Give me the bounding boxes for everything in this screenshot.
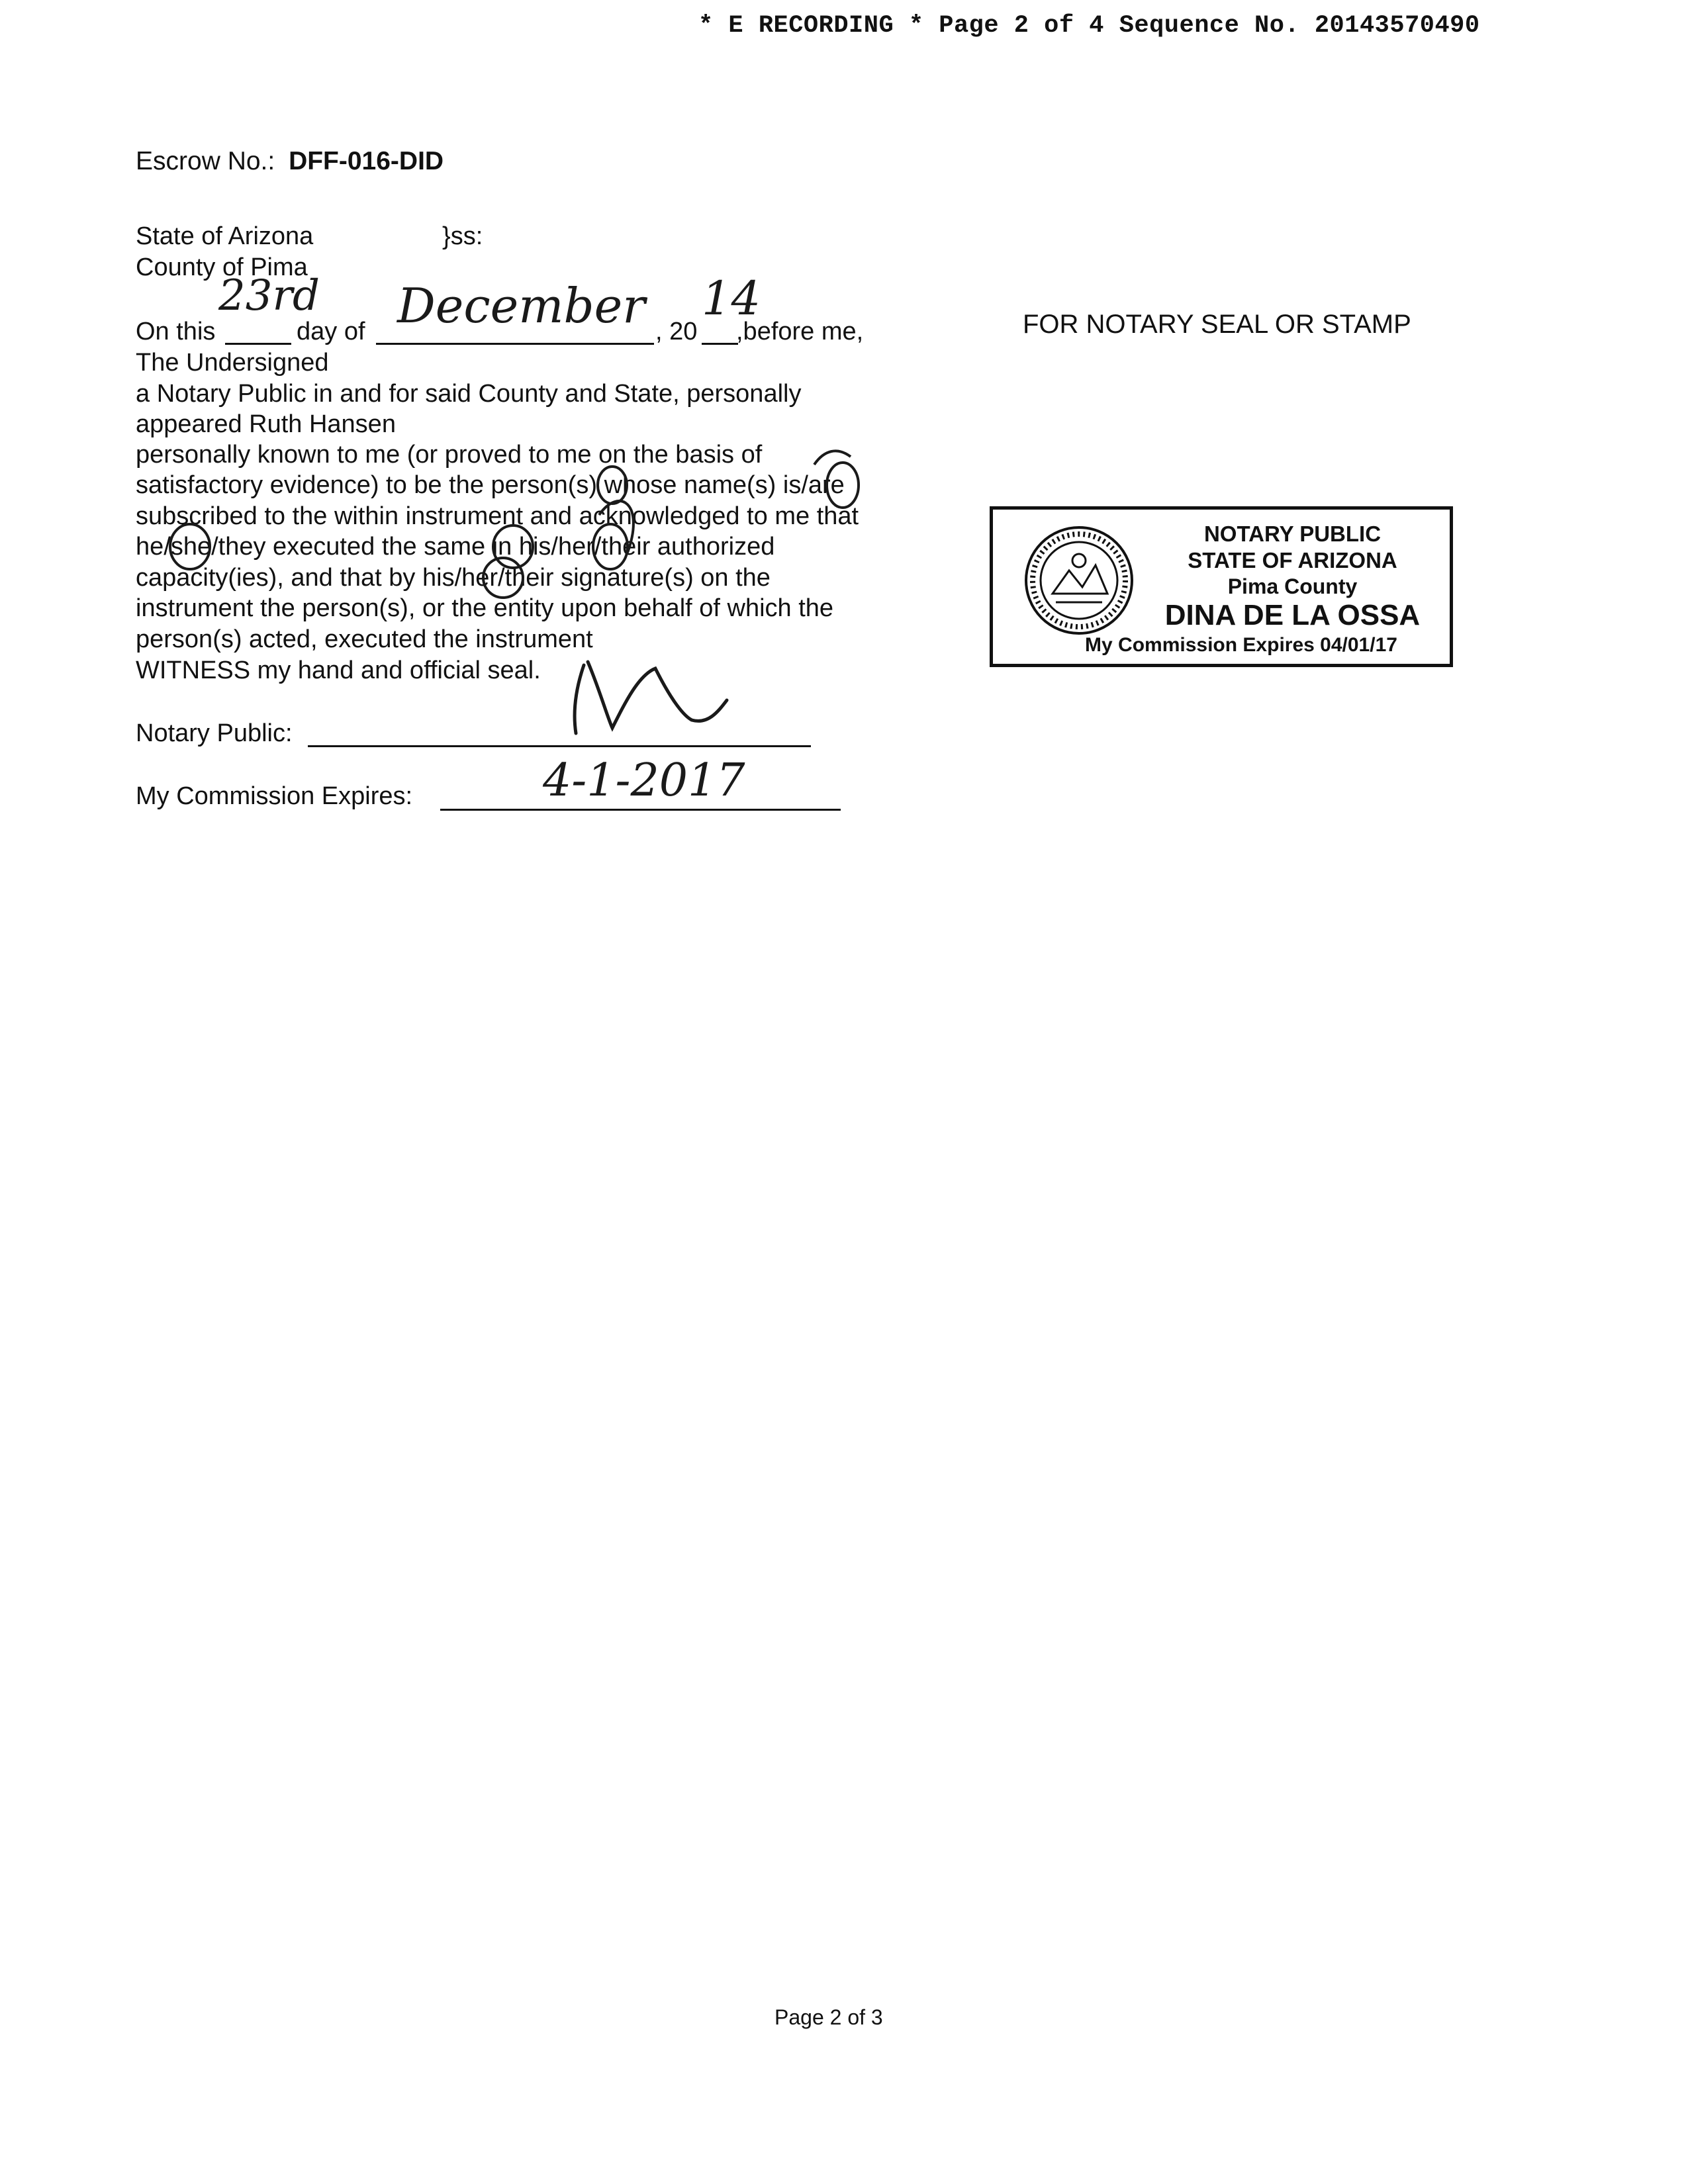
stamp-county: Pima County bbox=[1227, 574, 1358, 598]
venue-county: County of Pima bbox=[136, 253, 308, 281]
ack-line-3: personally known to me (or proved to me on the basis of bbox=[136, 441, 763, 469]
handwritten-commission-date: 4-1-2017 bbox=[543, 754, 745, 807]
commission-label: My Commission Expires: bbox=[136, 782, 413, 810]
officer-name: The Undersigned bbox=[136, 349, 329, 377]
stamp-state: STATE OF ARIZONA bbox=[1188, 548, 1397, 572]
ack-line-9: person(s) acted, executed the instrument bbox=[136, 625, 593, 653]
handwritten-day: 23rd bbox=[218, 271, 320, 320]
before-me-label: ,before me, bbox=[736, 318, 864, 345]
year-prefix: , 20 bbox=[655, 318, 698, 345]
notary-signature bbox=[575, 662, 727, 733]
ack-line-7: capacity(ies), and that by his/her/their signature(s) on the bbox=[136, 564, 771, 592]
circle-person-s bbox=[598, 467, 627, 504]
page-footer: Page 2 of 3 bbox=[774, 2005, 883, 2029]
on-this-label: On this bbox=[136, 318, 216, 345]
venue-ss: }ss: bbox=[442, 222, 483, 250]
stamp-title: NOTARY PUBLIC bbox=[1203, 522, 1382, 546]
day-of-label: day of bbox=[297, 318, 365, 345]
stamp-notary-name: DINA DE LA OSSA bbox=[1164, 599, 1421, 631]
escrow-label: Escrow No.: bbox=[136, 147, 275, 175]
ack-line-6: he/she/they executed the same in his/her/their authorized bbox=[136, 533, 775, 561]
recording-header: * E RECORDING * Page 2 of 4 Sequence No. 20143570490 bbox=[698, 12, 1480, 40]
state-seal-icon bbox=[1023, 524, 1135, 637]
witness-line: WITNESS my hand and official seal. bbox=[136, 657, 541, 684]
ack-line-1: a Notary Public in and for said County and State, personally bbox=[136, 380, 802, 408]
circle-she bbox=[170, 524, 210, 569]
handwritten-year: 14 bbox=[702, 271, 761, 326]
handwritten-month: December bbox=[397, 278, 645, 334]
ack-line-4: satisfactory evidence) to be the person(s) whose name(s) is/are bbox=[136, 471, 845, 499]
circle-her-1 bbox=[593, 524, 628, 569]
seal-caption: FOR NOTARY SEAL OR STAMP bbox=[1023, 310, 1411, 339]
notary-signature-line bbox=[308, 745, 811, 747]
ack-line-8: instrument the person(s), or the entity upon behalf of which the bbox=[136, 594, 834, 622]
ack-line-2: appeared Ruth Hansen bbox=[136, 410, 396, 438]
venue-state: State of Arizona bbox=[136, 222, 314, 250]
ack-line-5: subscribed to the within instrument and acknowledged to me that bbox=[136, 502, 859, 530]
commission-line bbox=[440, 809, 841, 811]
circle-is bbox=[827, 463, 859, 508]
notary-public-label: Notary Public: bbox=[136, 719, 293, 747]
escrow-number: DFF-016-DID bbox=[289, 147, 444, 175]
notary-stamp bbox=[990, 506, 1453, 667]
stamp-expiry: My Commission Expires 04/01/17 bbox=[1085, 634, 1397, 656]
